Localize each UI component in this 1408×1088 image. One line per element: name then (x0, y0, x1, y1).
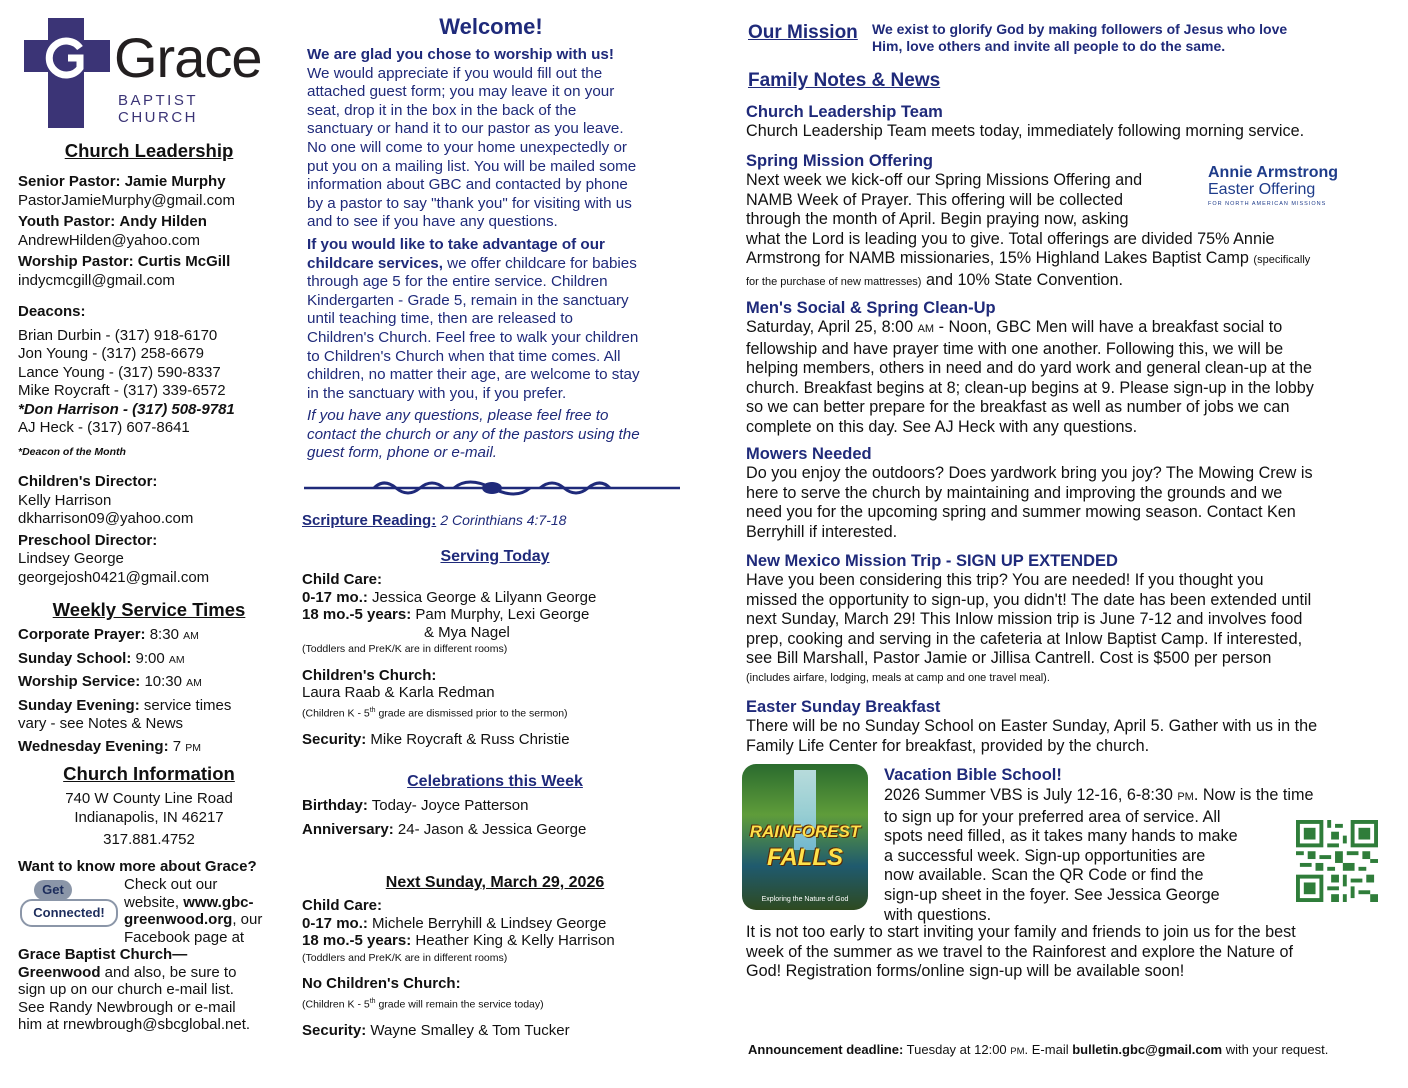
mens-title: Men's Social & Spring Clean-Up (746, 299, 996, 317)
mens-line: so we can better prepare for the breakfast as well as number of jobs we can (746, 398, 1290, 417)
leadership-heading: Church Leadership (64, 140, 234, 161)
childrens-director-name: Kelly Harrison (18, 491, 112, 509)
mowers-title: Mowers Needed (746, 445, 872, 463)
serving-infant: 0-17 mo.: Jessica George & Lilyann George (302, 588, 597, 606)
mowers-line: Berryhill if interested. (746, 522, 898, 541)
want-more: Want to know more about Grace? (18, 858, 257, 875)
childcare-line: until teaching time, then are released to (307, 310, 573, 328)
nm-line: Have you been considering this trip? You are needed! If you thought you (746, 571, 1264, 589)
welcome-line: We would appreciate if you would fill out the (307, 64, 603, 82)
church-address (18, 790, 280, 850)
childcare-line: children, no matter their age, are welcome to stay (307, 366, 640, 384)
badge-get: Get (34, 880, 72, 900)
pastor-youth: Youth Pastor: Andy Hilden (18, 213, 207, 230)
childcare-line: Kindergarten - Grade 5, remain in the sanctuary (307, 291, 629, 309)
fb-line: Greenwood and also, be sure to (18, 963, 237, 981)
deacon-item: AJ Heck - (317) 607-8641 (18, 419, 190, 436)
deacons-label: Deacons: (18, 303, 86, 320)
time-sunday-school: Sunday School: 9:00 AM (18, 649, 185, 667)
serving-heading: Serving Today (440, 548, 550, 565)
vbs-after-line: God! Registration forms/online sign-up will be available soon! (746, 962, 1185, 981)
birthday: Birthday: Today- Joyce Patterson (302, 797, 529, 814)
vbs-line: with questions. (884, 905, 992, 924)
annie-line3: FOR NORTH AMERICAN MISSIONS (1208, 201, 1327, 207)
fb-line: Grace Baptist Church— (18, 946, 188, 963)
get-connected-badge (20, 880, 120, 930)
welcome-line: sanctuary or hand it to our pastor as you leave. (307, 120, 624, 138)
mowers-body (746, 464, 1386, 542)
mens-line: fellowship and have prayer time with one another. Following this, we will be (746, 339, 1284, 358)
serving-security: Security: Mike Roycraft & Russ Christie (302, 730, 570, 748)
badge-connected: Connected! (20, 899, 118, 927)
vbs-line: to sign up for your preferred area of service. All (884, 807, 1221, 826)
scripture-label: Scripture Reading: (302, 512, 437, 529)
serving-today (302, 571, 682, 748)
welcome-line: No one will come to your home unexpectedly or (307, 138, 627, 156)
cc-label: Children's Church: (302, 666, 437, 684)
welcome-title: Welcome! (439, 14, 543, 39)
pastor-list (18, 173, 280, 290)
childcare-line: in the sanctuary with you, if you prefer. (307, 384, 567, 402)
deacon-item: Jon Young - (317) 258-6679 (18, 345, 204, 362)
nm-line: next Sunday, March 29! This Inlow mission trip is June 7-12 and involves food (746, 610, 1303, 629)
next-childcare-label: Child Care: (302, 897, 383, 914)
easter-title: Easter Sunday Breakfast (746, 698, 941, 716)
serving-toddler-cont: & Mya Nagel (424, 623, 510, 641)
times-heading: Weekly Service Times (52, 599, 246, 620)
fb-line: him at rnewbrough@sbcglobal.net. (18, 1016, 251, 1033)
cc-note: (Children K - 5th grade are dismissed prior to the sermon) (302, 706, 568, 719)
address-line: 740 W County Line Road (65, 790, 233, 807)
pastor-senior-email: PastorJamieMurphy@gmail.com (18, 191, 235, 209)
mission-text (872, 21, 1392, 55)
vbs-logo-line2: FALLS (767, 844, 843, 871)
info-heading: Church Information (63, 763, 235, 784)
mens-line: complete on this day. See AJ Heck with any questions. (746, 417, 1138, 436)
spring-line: NAMB Week of Prayer. This offering will be collected (746, 190, 1123, 209)
deacon-item: Brian Durbin - (317) 918-6170 (18, 326, 218, 344)
spring-line: Next week we kick-off our Spring Missions Offering and (746, 171, 1143, 189)
vbs-line: 2026 Summer VBS is July 12-16, 6-8:30 PM. Now is the time (884, 786, 1314, 804)
vbs-line: a successful week. Sign-up opportunities are (884, 846, 1206, 865)
check-line: website, www.gbc- (124, 893, 254, 911)
annie-line2: Easter Offering (1208, 181, 1316, 198)
childrens-director-label: Children's Director: (18, 473, 158, 490)
childcare-line: to Children's Church when that time comes. All (307, 347, 621, 365)
mens-line: church. Breakfast begins at 8; clean-up begins at 9. Please sign-up in the lobby (746, 378, 1314, 397)
next-toddler: 18 mo.-5 years: Heather King & Kelly Harrison (302, 932, 615, 949)
check-line: Facebook page at (124, 928, 245, 946)
annie-line1: Annie Armstrong (1208, 164, 1339, 181)
facebook-text (18, 946, 286, 1034)
questions-line: guest form, phone or e-mail. (307, 444, 497, 462)
pastor-senior: Senior Pastor: Jamie Murphy (18, 173, 226, 190)
next-sunday-heading: Next Sunday, March 29, 2026 (385, 874, 605, 891)
deacon-item: Mike Roycraft - (317) 339-6572 (18, 382, 226, 399)
service-times (18, 626, 280, 757)
vbs-after-line: It is not too early to start inviting your family and friends to join us for the best (746, 923, 1296, 941)
mens-line: Saturday, April 25, 8:00 AM - Noon, GBC Men will have a breakfast social to (746, 318, 1283, 336)
cc-names: Laura Raab & Karla Redman (302, 684, 495, 701)
pastor-worship-email: indycmcgill@gmail.com (18, 271, 175, 289)
news-heading: Family Notes & News (748, 70, 941, 91)
vbs-logo-line3: Exploring the Nature of God (761, 896, 849, 903)
celebrations-heading: Celebrations this Week (407, 773, 583, 790)
mowers-line: need you for the upcoming spring and summer mowing season. Contact Ken (746, 503, 1296, 522)
anniversary: Anniversary: 24- Jason & Jessica George (302, 820, 587, 838)
childcare-lead: If you would like to take advantage of our (307, 235, 605, 253)
nm-line: prep, cooking and serving in the cafeteria at Inlow Baptist Camp. If interested, (746, 629, 1303, 648)
vbs-after-line: week of the summer as we travel to the Rainforest and explore the Nature of (746, 942, 1294, 961)
next-cc-note: (Children K - 5th grade will remain the service today) (302, 997, 544, 1010)
questions-text (307, 407, 685, 463)
leadership-team-title: Church Leadership Team (746, 103, 943, 121)
deadline-email[interactable]: bulletin.gbc@gmail.com (1072, 1042, 1223, 1057)
brand-sub: BAPTIST CHURCH (118, 92, 198, 126)
nm-title: New Mexico Mission Trip - SIGN UP EXTENDED (746, 552, 1118, 570)
check-line: greenwood.org, our (124, 911, 263, 928)
next-cc-label: No Children's Church: (302, 975, 461, 992)
welcome-line: information about GBC and contacted by phone (307, 176, 628, 194)
pastor-worship: Worship Pastor: Curtis McGill (18, 253, 231, 270)
deacon-item: Lance Young - (317) 590-8337 (18, 363, 221, 381)
mens-body (746, 318, 1386, 438)
time-corporate: Corporate Prayer: 8:30 AM (18, 626, 199, 643)
childcare-line: childcare services, we offer childcare for babies (307, 254, 637, 272)
qr-code-icon[interactable] (1296, 820, 1378, 902)
fb-line: See Randy Newbrough or e-mail (18, 998, 236, 1016)
mission-line: We exist to glorify God by making followers of Jesus who love (872, 21, 1288, 37)
mission-label: Our Mission (748, 22, 858, 43)
next-infant: 0-17 mo.: Michele Berryhill & Lindsey George (302, 914, 607, 932)
mens-line: helping members, others in need and do yard work and general clean-up at the (746, 359, 1313, 378)
vbs-logo (742, 764, 868, 910)
spring-title: Spring Mission Offering (746, 152, 934, 170)
mowers-line: Do you enjoy the outdoors? Does yardwork bring you joy? The Mowing Crew is (746, 464, 1313, 482)
time-sunday-evening: Sunday Evening: service times (18, 696, 232, 714)
toddler-note: (Toddlers and PreK/K are in different rooms) (302, 643, 508, 655)
next-sunday (302, 897, 682, 1039)
welcome-lead: We are glad you chose to worship with us! (307, 46, 614, 63)
deacon-list (18, 303, 280, 461)
childcare-line: through age 5 for the entire service. Children (307, 273, 608, 291)
vbs-after (746, 923, 1386, 982)
directors (18, 473, 280, 587)
spring-line: through the month of April. Begin praying now, asking (746, 210, 1129, 229)
nm-line: see Bill Marshall, Pastor Jamie or Jillisa Cantrell. Cost is $500 per person (746, 649, 1272, 668)
scripture-reading (302, 512, 566, 529)
leadership-team-body: Church Leadership Team meets today, immediately following morning service. (746, 122, 1305, 140)
cross-logo-icon (24, 18, 110, 128)
childcare-label: Child Care: (302, 571, 383, 588)
mission-line: Him, love others and invite all people to do the same. (872, 38, 1226, 54)
easter-line: There will be no Sunday School on Easter Sunday, April 5. Gather with us in the (746, 717, 1318, 735)
deadline-label: Announcement deadline: (748, 1042, 904, 1057)
spring-line: for the purchase of new mattresses) and 10% State Convention. (746, 270, 1124, 289)
easter-line: Family Life Center for breakfast, provided by the church. (746, 736, 1150, 755)
nm-line: missed the opportunity to sign-up, you didn't! The date has been extended until (746, 590, 1312, 609)
deacon-note: *Deacon of the Month (18, 445, 126, 458)
welcome-line: and to see if you have any questions. (307, 213, 558, 231)
time-worship: Worship Service: 10:30 AM (18, 673, 202, 690)
check-out-text (124, 876, 284, 946)
time-sunday-evening-note: vary - see Notes & News (18, 715, 184, 732)
annie-armstrong-logo (1208, 164, 1358, 207)
childcare-line: Children's Church. Feel free to walk your children (307, 328, 639, 346)
spring-line: what the Lord is leading you to give. Total offerings are divided 75% Annie (746, 229, 1275, 248)
welcome-body (307, 46, 685, 463)
brand-name: Grace (114, 26, 262, 89)
vbs-logo-line1: RAINFOREST (749, 822, 861, 841)
preschool-director-name: Lindsey George (18, 550, 124, 567)
check-line: Check out our (124, 876, 218, 893)
celebrations (302, 797, 682, 839)
ornament-divider-icon (304, 477, 680, 499)
fb-line: sign up on our church e-mail list. (18, 981, 234, 998)
childrens-director-email: dkharrison09@yahoo.com (18, 510, 194, 527)
questions-line: If you have any questions, please feel free to (307, 407, 609, 425)
welcome-line: attached guest form; you may leave it on your (307, 83, 615, 101)
preschool-director-email: georgejosh0421@gmail.com (18, 568, 210, 586)
spring-line: Armstrong for NAMB missionaries, 15% Highland Lakes Baptist Camp (specifically (746, 249, 1311, 268)
vbs-line: now available. Scan the QR Code or find the (884, 866, 1204, 885)
mowers-line: here to serve the church by maintaining and improving the grounds and we (746, 483, 1283, 502)
vbs-line: sign-up sheet in the foyer. See Jessica George (884, 885, 1220, 904)
welcome-line: seat, drop it in the box in the back of the (307, 101, 577, 119)
vbs-title: Vacation Bible School! (884, 766, 1062, 784)
pastor-youth-email: AndrewHilden@yahoo.com (18, 231, 200, 249)
vbs-line: spots need filled, as it takes many hands to make (884, 827, 1238, 846)
welcome-line: by a pastor to say "thank you" for visiting with us (307, 194, 632, 212)
address-line: Indianapolis, IN 46217 (74, 808, 224, 826)
time-wednesday: Wednesday Evening: 7 PM (18, 737, 202, 755)
preschool-director-label: Preschool Director: (18, 531, 158, 549)
nm-note: (includes airfare, lodging, meals at camp and one travel meal). (746, 671, 1050, 684)
questions-line: contact the church or any of the pastors using the (307, 425, 640, 443)
deadline-note: Announcement deadline: Tuesday at 12:00 PM. E-mail bulletin.gbc@gmail.com with your request. (748, 1042, 1329, 1057)
next-toddler-note: (Toddlers and PreK/K are in different rooms) (302, 951, 508, 964)
nm-body (746, 571, 1386, 687)
deacon-of-month: *Don Harrison - (317) 508-9781 (18, 400, 235, 418)
serving-toddler: 18 mo.-5 years: Pam Murphy, Lexi George (302, 606, 590, 623)
next-security: Security: Wayne Smalley & Tom Tucker (302, 1021, 570, 1039)
easter-body (746, 717, 1386, 756)
welcome-line: put you on a mailing list. You will be mailed some (307, 157, 637, 175)
church-phone: 317.881.4752 (103, 831, 195, 848)
scripture-ref: 2 Corinthians 4:7-18 (440, 512, 567, 528)
